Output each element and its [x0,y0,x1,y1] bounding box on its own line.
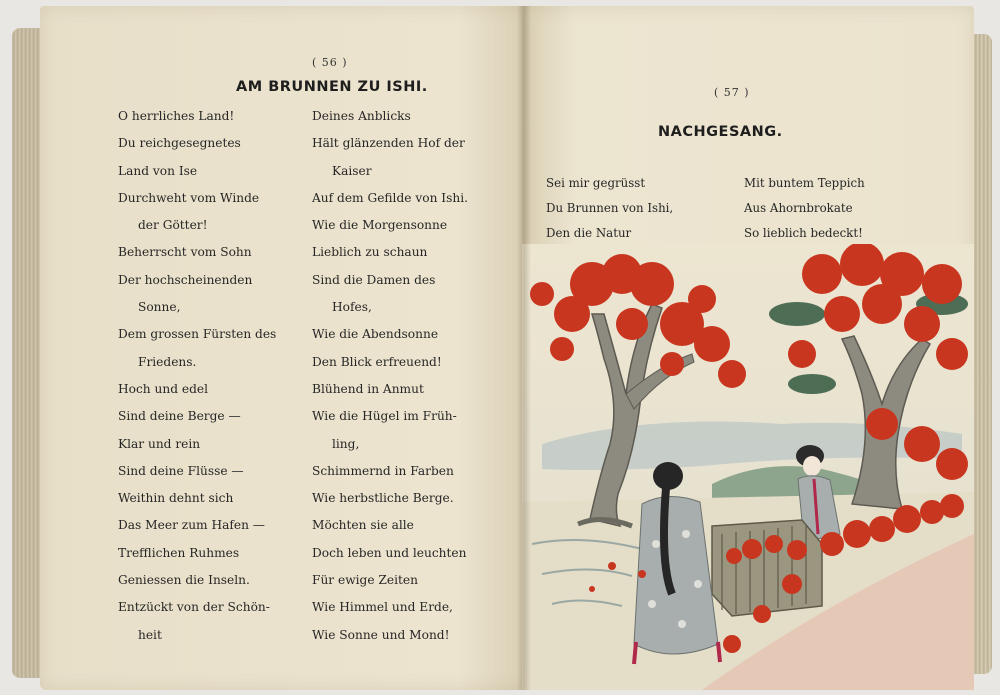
poem-line: der Götter! [138,218,208,233]
poem-line: O herrliches Land! [118,109,235,123]
poem-line: Sonne, [138,300,181,315]
poem-line: Das Meer zum Hafen — [118,518,265,533]
poem-line: Friedens. [138,354,197,369]
open-book [12,6,992,690]
poem-line: Trefflichen Ruhmes [118,545,240,560]
poem-line: ling, [332,436,360,451]
poem-line: Beherrscht vom Sohn [118,245,252,260]
poem-line: Deines Anblicks [312,109,411,123]
book-spine [517,6,531,690]
poem-line: Sei mir gegrüsst [546,176,646,190]
poem-line: Doch leben und leuchten [312,545,467,560]
poem-line: Geniessen die Inseln. [118,573,250,588]
page-number: ( 56 ) [312,56,348,69]
poem-line: Dem grossen Fürsten des [118,327,277,342]
poem-line: Aus Ahornbrokate [744,201,853,215]
poem-line: Sind die Damen des [312,272,436,287]
wooden-well [712,520,822,616]
poem-line: Sind deine Flüsse — [118,463,244,478]
poem-line: Blühend in Anmut [312,381,424,396]
poem-line: Weithin dehnt sich [118,491,234,506]
poem-title: NACHGESANG. [658,124,783,140]
poem-line: Hofes, [332,300,372,315]
poem-line: Durchweht vom Winde [118,190,260,205]
maple-well-illustration [522,244,974,690]
poem-line: Mit buntem Teppich [744,176,865,190]
poem-line: Sind deine Berge — [118,409,241,424]
poem-line: Klar und rein [118,436,201,451]
page-number: ( 57 ) [714,86,750,99]
poem-line: Möchten sie alle [312,518,414,533]
poem-line: Der hochscheinenden [118,272,253,287]
poem-line: Wie die Morgensonne [312,218,448,233]
poem-line: Wie die Hügel im Früh- [312,409,457,424]
poem-line: Wie Himmel und Erde, [312,600,453,615]
poem-line: Kaiser [332,163,372,178]
poem-line: Entzückt von der Schön- [118,600,270,615]
poem-column-1 [118,103,276,649]
poem-title: AM BRUNNEN ZU ISHI. [236,79,428,95]
poem-line: Wie herbstliche Berge. [312,491,454,506]
poem-line: Wie die Abendsonne [312,327,439,342]
poem-line: Hoch und edel [118,381,209,396]
poem-line: Den die Natur [546,226,632,240]
poem-line: Du Brunnen von Ishi, [546,201,674,215]
poem-line: Wie Sonne und Mond! [312,627,450,642]
poem-column-2 [744,171,865,246]
poem-line: Land von Ise [118,163,198,178]
left-page [40,6,532,690]
poem-line: Auf dem Gefilde von Ishi. [312,190,468,205]
poem-column-2 [312,103,468,649]
poem-line: Du reichgesegnetes [118,136,241,151]
poem-line: Lieblich zu schaun [312,245,428,260]
poem-line: heit [138,627,162,642]
poem-line: So lieblich bedeckt! [744,226,863,240]
poem-column-1 [546,171,673,246]
poem-line: Den Blick erfreuend! [312,354,442,369]
poem-line: Schimmernd in Farben [312,463,454,478]
poem-line: Für ewige Zeiten [312,573,418,588]
poem-line: Hält glänzenden Hof der [312,136,465,151]
